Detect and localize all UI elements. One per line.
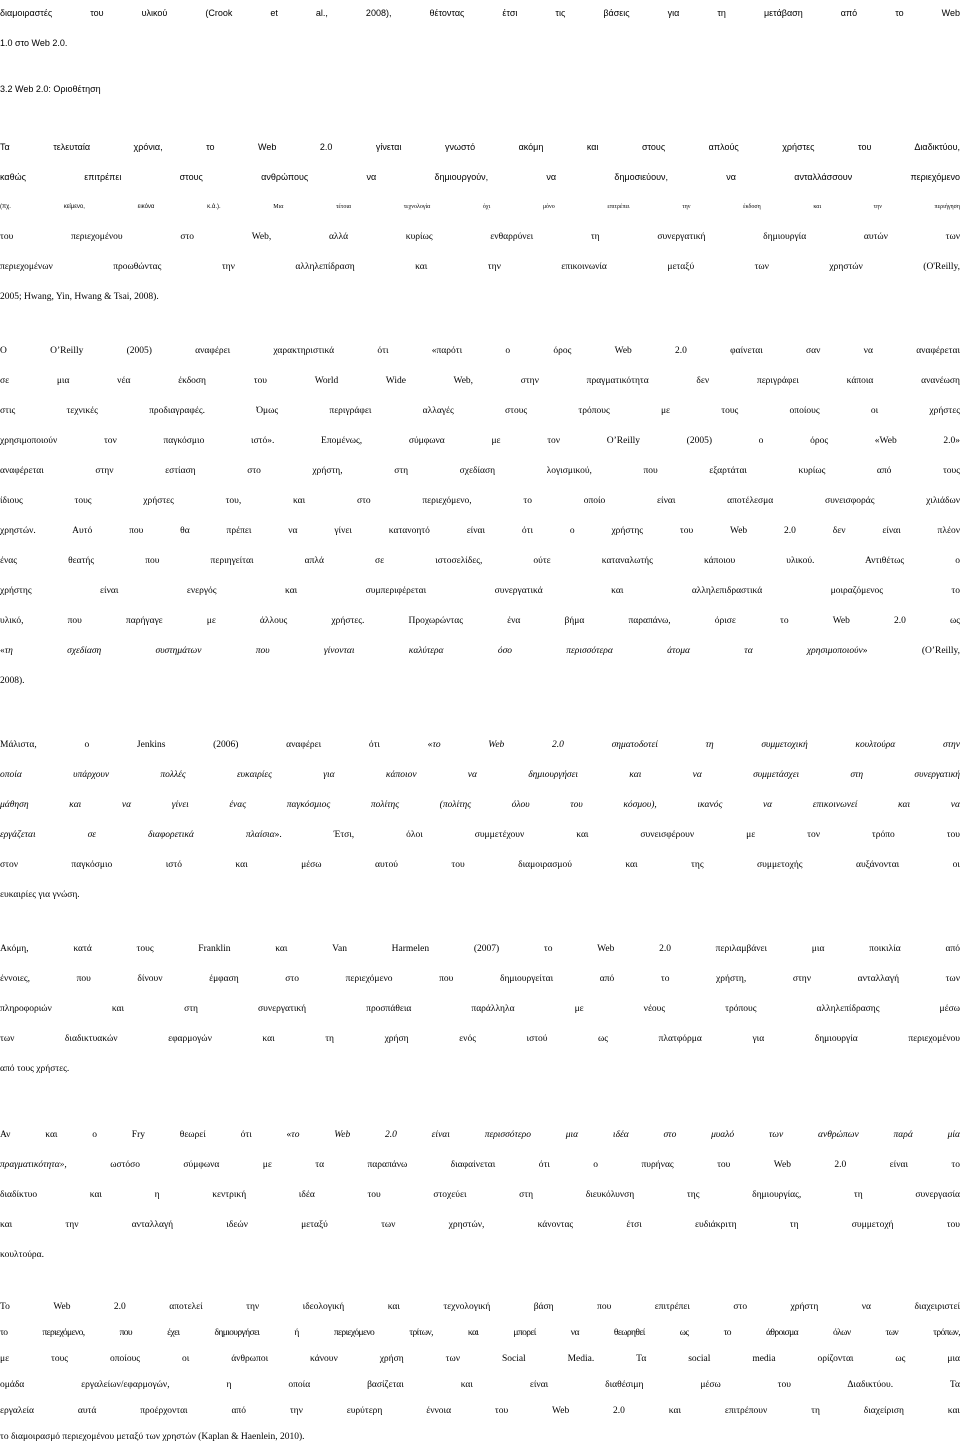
text-line: διαδίκτυο και η κεντρική ιδέα του στοχεύει στη διευκόλυνση της δημιουργίας, τη συνεργασία — [0, 1190, 960, 1200]
text-line: ευκαιρίες για γνώση. — [0, 890, 80, 900]
text-line: περιεχομένων προωθώντας την αλληλεπίδραση και την επικοινωνία μεταξύ των χρηστών (O'Reilly, — [0, 262, 960, 272]
text-line: χρήστης είναι ενεργός και συμπεριφέρεται συνεργατικά και αλληλεπιδραστικά μοιραζόμενος το — [0, 586, 960, 596]
paragraph-social-media — [0, 1294, 960, 1450]
text-segment: Αν και ο Fry θεωρεί ότι « — [0, 1130, 292, 1140]
text-line: στις τεχνικές προδιαγραφές. Όμως περιγράφει αλλαγές στους τρόπους με τους οποίους οι χρήστες — [0, 406, 960, 416]
text-segment: ». Έτσι, όλοι συμμετέχουν και συνεισφέρουν με τον τρόπο του — [274, 830, 960, 840]
text-line: από τους χρήστες. — [0, 1064, 70, 1074]
text-line: το περιεχόμενο, που έχει δημιουργήσει ή περιεχόμενο τρίτων, και μπορεί να θεωρηθεί ως το άθροισμα όλων των τρόπων, — [0, 1328, 960, 1338]
text-segment: Μάλιστα, ο Jenkins (2006) αναφέρει ότι « — [0, 740, 433, 750]
text-line: μάθηση και να γίνει ένας παγκόσμιος πολίτης (πολίτης όλου του κόσμου), ικανός να επικοινωνεί και να — [0, 800, 960, 810]
text-line: χρηστών. Αυτό που θα πρέπει να γίνει κατανοητό είναι ότι ο χρήστης του Web 2.0 δεν είναι πλέον — [0, 526, 960, 536]
text-line: έννοιες, που δίνουν έμφαση στο περιεχόμενο που δημιουργείται από το χρήστη, στην ανταλλαγή των — [0, 974, 960, 984]
italic-quote: το Web 2.0 είναι περισσότερο μια ιδέα στο μυαλό των ανθρώπων παρά μία — [291, 1130, 960, 1140]
text-line: ομάδα εργαλείων/εφαρμογών, η οποία βασίζεται και είναι διαθέσιμη μέσω του Διαδικτύου. Τα — [0, 1380, 960, 1390]
text-line — [0, 730, 960, 760]
text-line: αναφέρεται στην εστίαση στο χρήστη, στη σχεδίαση λογισμικού, που εξαρτάται κυρίως από τους — [0, 466, 960, 476]
text-line: στον παγκόσμιο ιστό και μέσω αυτού του διαμοιρασμού και της συμμετοχής αυξάνονται οι — [0, 860, 960, 870]
text-line: με τους οποίους οι άνθρωποι κάνουν χρήση των Social Media. Τα social media ορίζονται ως μια — [0, 1354, 960, 1364]
text-line: 2008). — [0, 676, 25, 686]
paragraph-franklin — [0, 934, 960, 1084]
text-line: 1.0 στο Web 2.0. — [0, 38, 68, 48]
text-line: ίδιους τους χρήστες του, και στο περιεχόμενο, το οποίο είναι αποτέλεσμα συνεισφοράς χιλιάδων — [0, 496, 960, 506]
paragraph-jenkins — [0, 730, 960, 910]
text-segment: Μια τέτοια τεχνολογία όχι μόνο επιτρέπει την έκδοση και την περιήγηση — [220, 204, 960, 210]
text-line: Τα τελευταία χρόνια, το Web 2.0 γίνεται γνωστό ακόμη και στους απλούς χρήστες του Διαδικτύου, — [0, 142, 960, 152]
text-line: Το Web 2.0 αποτελεί την ιδεολογική και τεχνολογική βάση που επιτρέπει στο χρήστη να διαχειριστεί — [0, 1302, 960, 1312]
text-line: διαμοιραστές του υλικού (Crook et al., 2008), θέτοντας έτσι τις βάσεις για τη μετάβαση από το Web — [0, 8, 960, 18]
text-line — [0, 636, 960, 666]
italic-quote: τη σχεδίαση συστημάτων που γίνονται καλύτερα όσο περισσότερα άτομα τα χρησιμοποιούν — [4, 646, 863, 656]
italic-quote: το Web 2.0 σηματοδοτεί τη συμμετοχική κουλτούρα στην — [432, 740, 960, 750]
text-line: κουλτούρα. — [0, 1250, 45, 1260]
italic-quote: εργάζεται σε διαφορετικά πλαίσια — [0, 830, 275, 840]
text-segment: » (O’Reilly, — [862, 646, 960, 656]
paragraph-oreilly — [0, 336, 960, 696]
text-line: πληροφοριών και στη συνεργατική προσπάθεια παράλληλα με νέους τρόπους αλληλεπίδρασης μέσω — [0, 1004, 960, 1014]
text-line: υλικό, που παρήγαγε με άλλους χρήστες. Προχωρώντας ένα βήμα παραπάνω, όρισε το Web 2.0 ως — [0, 616, 960, 626]
text-line — [0, 1120, 960, 1150]
section-heading — [0, 74, 960, 104]
text-line: οποία υπάρχουν πολλές ευκαιρίες για κάποιον να δημιουργήσει και να συμμετάσχει στη συνεργατική — [0, 770, 960, 780]
text-line — [0, 1150, 960, 1180]
text-line: Ακόμη, κατά τους Franklin και Van Harmelen (2007) το Web 2.0 περιλαμβάνει μια ποικιλία από — [0, 944, 960, 954]
heading-text: 3.2 Web 2.0: Οριοθέτηση — [0, 84, 101, 94]
text-line: των διαδικτυακών εφαρμογών και τη χρήση ενός ιστού ως πλατφόρμα για δημιουργία περιεχομένου — [0, 1034, 960, 1044]
text-line — [0, 192, 960, 222]
text-segment: (πχ. κείμενο, εικόνα κ.ά.). — [0, 204, 221, 210]
text-line: του περιεχομένου στο Web, αλλά κυρίως ενθαρρύνει τη συνεργατική δημιουργία αυτών των — [0, 232, 960, 242]
paragraph-crook — [0, 0, 960, 58]
paragraph-web20-intro — [0, 132, 960, 312]
text-segment: « — [0, 646, 5, 656]
text-line: καθώς επιτρέπει στους ανθρώπους να δημιουργούν, να δημοσιεύουν, να ανταλλάσσουν περιεχόμενο — [0, 172, 960, 182]
text-segment: , ωστόσο σύμφωνα με τα παραπάνω διαφαίνεται ότι ο πυρήνας του Web 2.0 είναι το — [64, 1160, 960, 1170]
text-line: και την ανταλλαγή ιδεών μεταξύ των χρηστών, κάνοντας έτσι ευδιάκριτη τη συμμετοχή του — [0, 1220, 960, 1230]
italic-quote: πραγματικότητα» — [0, 1160, 65, 1170]
text-line: ένας θεατής που περιηγείται απλά σε ιστοσελίδες, ούτε καταναλωτής κάποιου υλικού. Αντιθέτως ο — [0, 556, 960, 566]
text-line: Ο O’Reilly (2005) αναφέρει χαρακτηριστικά ότι «παρότι ο όρος Web 2.0 φαίνεται σαν να αναφέρεται — [0, 346, 960, 356]
text-line: εργαλεία αυτά προέρχονται από την ευρύτερη έννοια του Web 2.0 και επιτρέπουν τη διαχείριση και — [0, 1406, 960, 1416]
text-line — [0, 820, 960, 850]
text-line: χρησιμοποιούν τον παγκόσμιο ιστό». Επομένως, σύμφωνα με τον O’Reilly (2005) ο όρος «Web 2.0» — [0, 436, 960, 446]
text-line: το διαμοιρασμό περιεχομένου μεταξύ των χρηστών (Kaplan & Haenlein, 2010). — [0, 1432, 305, 1442]
paragraph-fry — [0, 1120, 960, 1270]
text-line: σε μια νέα έκδοση του World Wide Web, στην πραγματικότητα δεν περιγράφει κάποια ανανέωση — [0, 376, 960, 386]
text-line: 2005; Hwang, Yin, Hwang & Tsai, 2008). — [0, 292, 159, 302]
